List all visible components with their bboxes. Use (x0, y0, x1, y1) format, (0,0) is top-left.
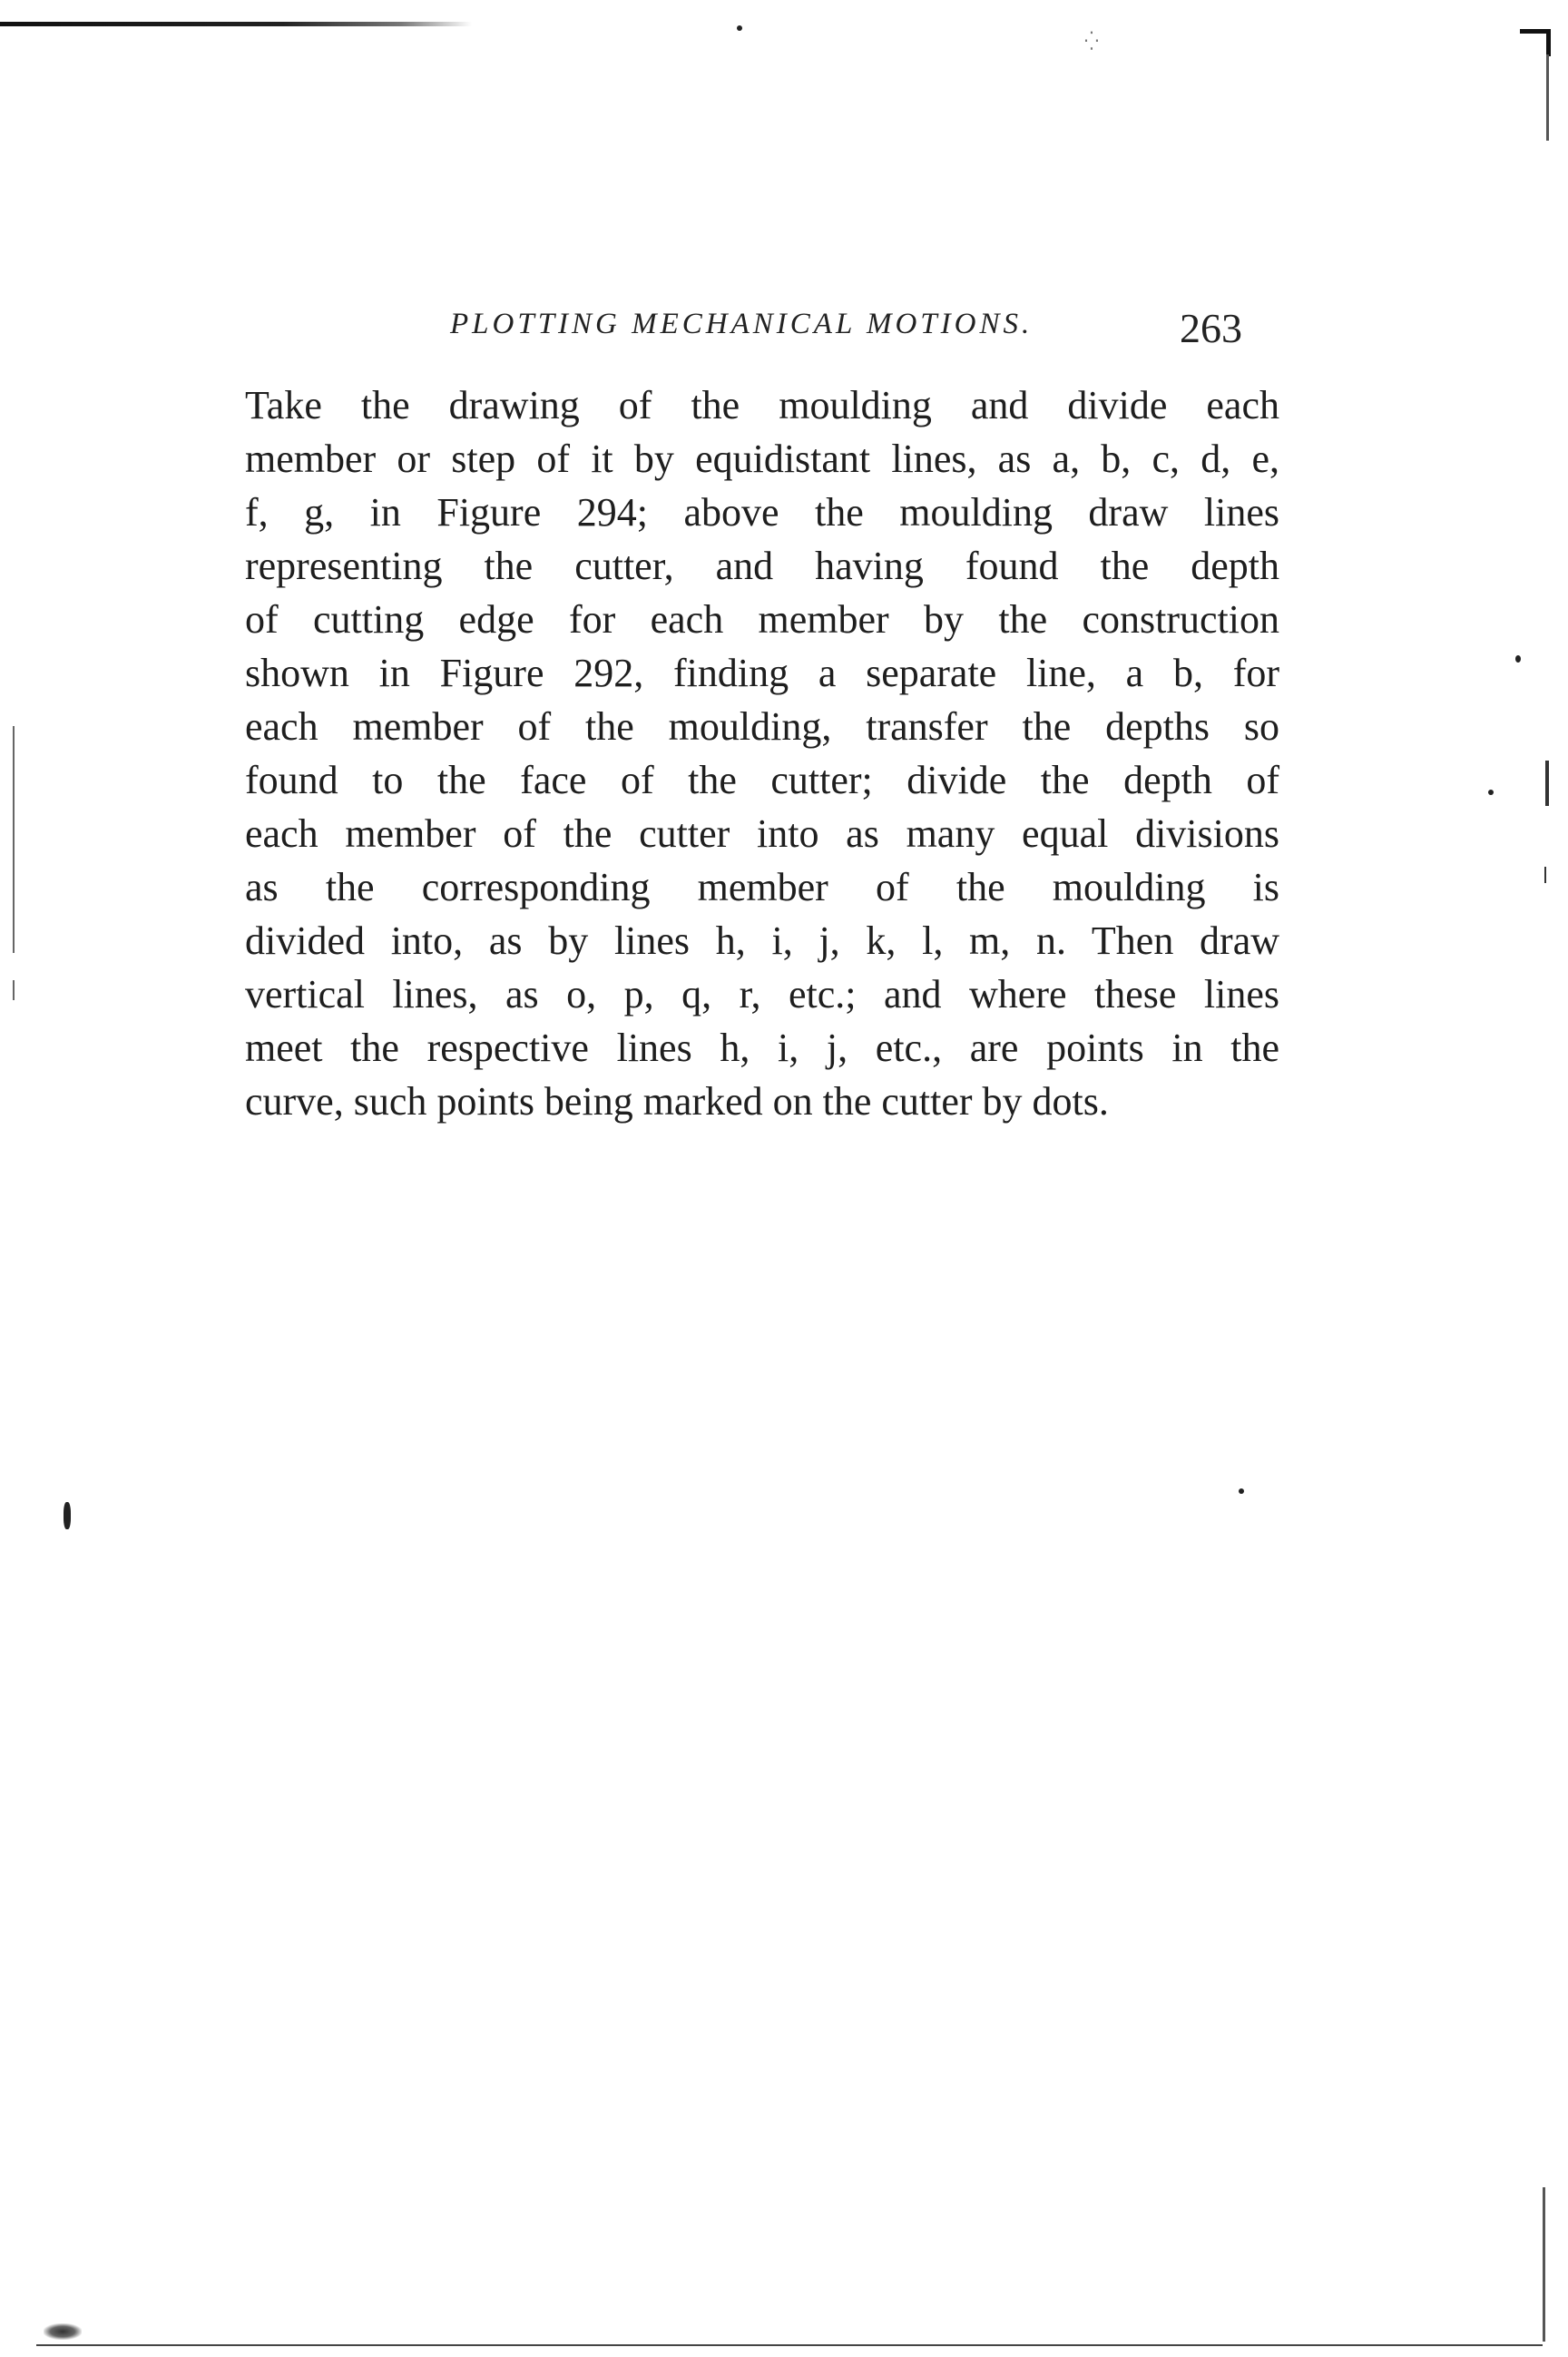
scan-speck (737, 25, 742, 31)
text-line: member or step of it by equidistant lines, as a, b, c, d, e, (245, 437, 1279, 481)
text-line: each member of the cutter into as many equal divisions (245, 811, 1279, 856)
scan-edge-line (1544, 867, 1546, 883)
scan-edge-line (1543, 2187, 1545, 2342)
text-line: of cutting edge for each member by the construction (245, 597, 1279, 642)
text-line: as the corresponding member of the moulding is (245, 865, 1279, 909)
scan-corner-mark (1520, 29, 1551, 56)
scan-edge-line (1546, 54, 1549, 141)
text-line: vertical lines, as o, p, q, r, etc.; and where these lines (245, 972, 1279, 1016)
scan-edge-line (36, 2344, 1543, 2346)
scan-edge-line (13, 980, 15, 1000)
text-line: shown in Figure 292, finding a separate line, a b, for (245, 651, 1279, 695)
scan-speck (64, 1502, 71, 1529)
scan-speck (1488, 790, 1494, 795)
body-paragraph (245, 378, 1279, 1128)
page-number: 263 (1180, 305, 1242, 351)
text-line: meet the respective lines h, i, j, etc., are points in the (245, 1026, 1279, 1070)
text-line: f, g, in Figure 294; above the moulding draw lines (245, 490, 1279, 535)
text-line: curve, such points being marked on the cutter by dots. (245, 1079, 1109, 1124)
text-line: Take the drawing of the moulding and divide each (245, 383, 1279, 427)
scan-speck (1515, 655, 1521, 663)
text-line: found to the face of the cutter; divide the depth of (245, 758, 1279, 802)
scan-edge-mark (0, 22, 472, 26)
scan-speck: ⁛ (1084, 32, 1099, 52)
running-title: PLOTTING MECHANICAL MOTIONS. (450, 308, 1034, 340)
scan-edge-line (1545, 761, 1549, 806)
text-line: representing the cutter, and having found the depth (245, 544, 1279, 588)
scan-smudge (44, 2323, 82, 2340)
scan-speck (1239, 1488, 1244, 1494)
scan-edge-line (13, 726, 15, 953)
text-line: each member of the moulding, transfer the depths so (245, 704, 1279, 749)
text-line: divided into, as by lines h, i, j, k, l, m, n. Then draw (245, 918, 1279, 963)
